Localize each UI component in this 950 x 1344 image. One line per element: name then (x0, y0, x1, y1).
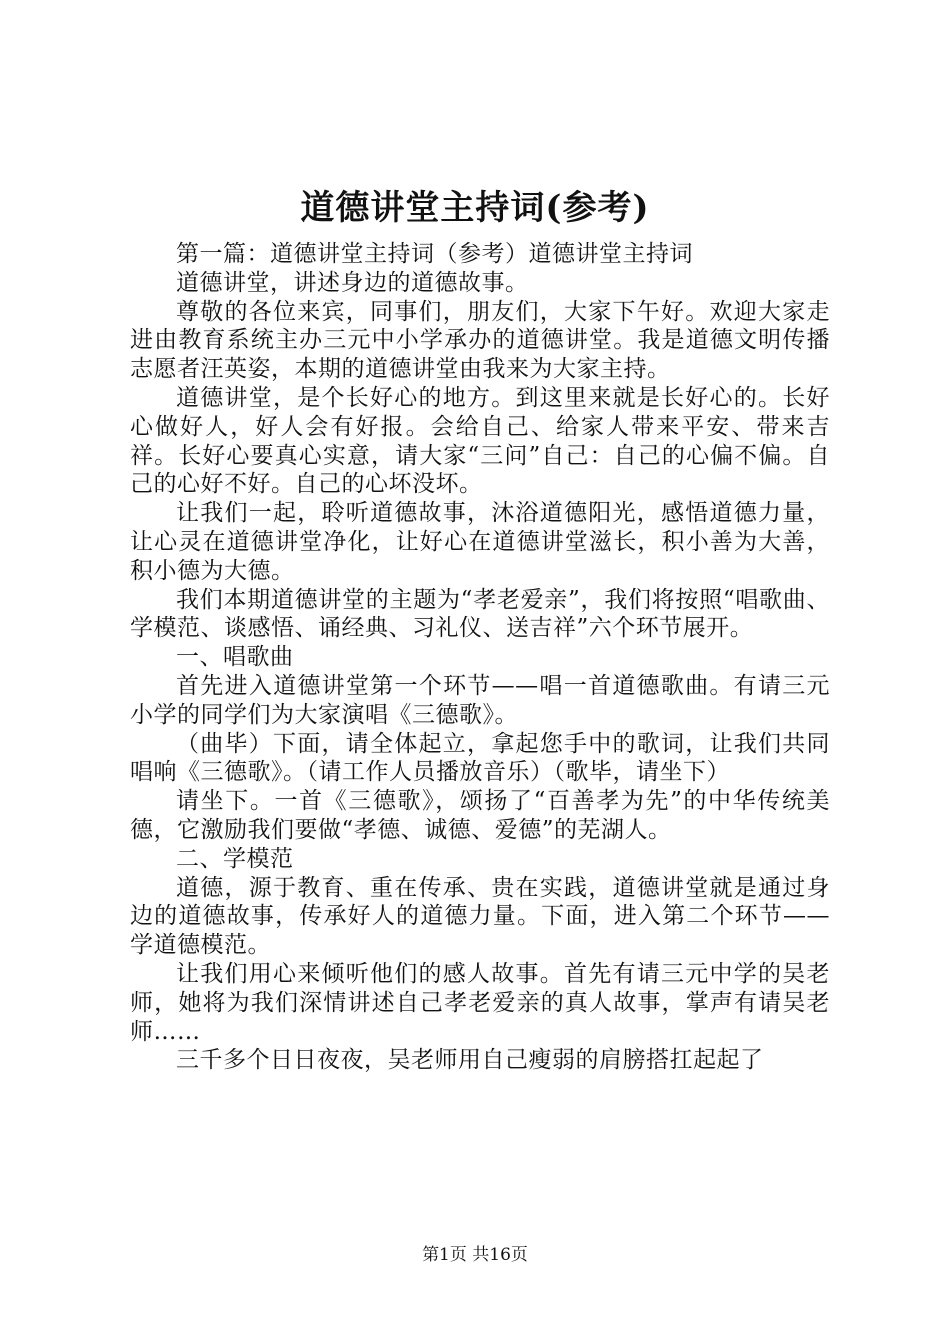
paragraph: （曲毕）下面，请全体起立，拿起您手中的歌词，让我们共同唱响《三德歌》。（请工作人员播放音乐）（歌毕，请坐下） (130, 730, 830, 786)
paragraph: 尊敬的各位来宾，同事们，朋友们，大家下午好。欢迎大家走进由教育系统主办三元中小学承办的道德讲堂。我是道德文明传播志愿者汪英姿，本期的道德讲堂由我来为大家主持。 (130, 298, 830, 383)
paragraph: 三千多个日日夜夜，吴老师用自己瘦弱的肩膀搭扛起起了 (176, 1047, 764, 1074)
page-footer: 第1页 共16页 (422, 1245, 528, 1265)
paragraph: 首先进入道德讲堂第一个环节——唱一首道德歌曲。有请三元小学的同学们为大家演唱《三德歌》。 (130, 672, 830, 728)
paragraph: 第一篇：道德讲堂主持词（参考）道德讲堂主持词 (176, 241, 693, 267)
paragraph: 请坐下。一首《三德歌》，颂扬了“百善孝为先”的中华传统美德，它激励我们要做“孝德、诚德、爱德”的芜湖人。 (130, 788, 830, 843)
paragraph: 道德讲堂，讲述身边的道德故事。 (176, 269, 529, 296)
paragraph: 道德，源于教育、重在传承、贵在实践，道德讲堂就是通过身边的道德故事，传承好人的道德力量。下面，进入第二个环节——学道德模范。 (130, 874, 830, 959)
section-heading: 二、学模范 (176, 845, 294, 872)
document-title: 道德讲堂主持词(参考) (300, 188, 650, 228)
paragraph: 我们本期道德讲堂的主题为“孝老爱亲”，我们将按照“唱歌曲、学模范、谈感悟、诵经典、习礼仪、送吉祥”六个环节展开。 (130, 586, 830, 642)
paragraph: 让我们用心来倾听他们的感人故事。首先有请三元中学的吴老师，她将为我们深情讲述自己孝老爱亲的真人故事，掌声有请吴老师…… (130, 960, 830, 1045)
paragraph: 让我们一起，聆听道德故事，沐浴道德阳光，感悟道德力量，让心灵在道德讲堂净化，让好心在道德讲堂滋长，积小善为大善，积小德为大德。 (130, 500, 830, 584)
section-heading: 一、唱歌曲 (176, 644, 294, 671)
document-body (130, 240, 830, 1075)
paragraph: 道德讲堂，是个长好心的地方。到这里来就是长好心的。长好心做好人，好人会有好报。会给自己、给家人带来平安、带来吉祥。长好心要真心实意，请大家“三问”自己：自己的心偏不偏。自己的心好不好。自己的心坏没坏。 (130, 384, 830, 498)
